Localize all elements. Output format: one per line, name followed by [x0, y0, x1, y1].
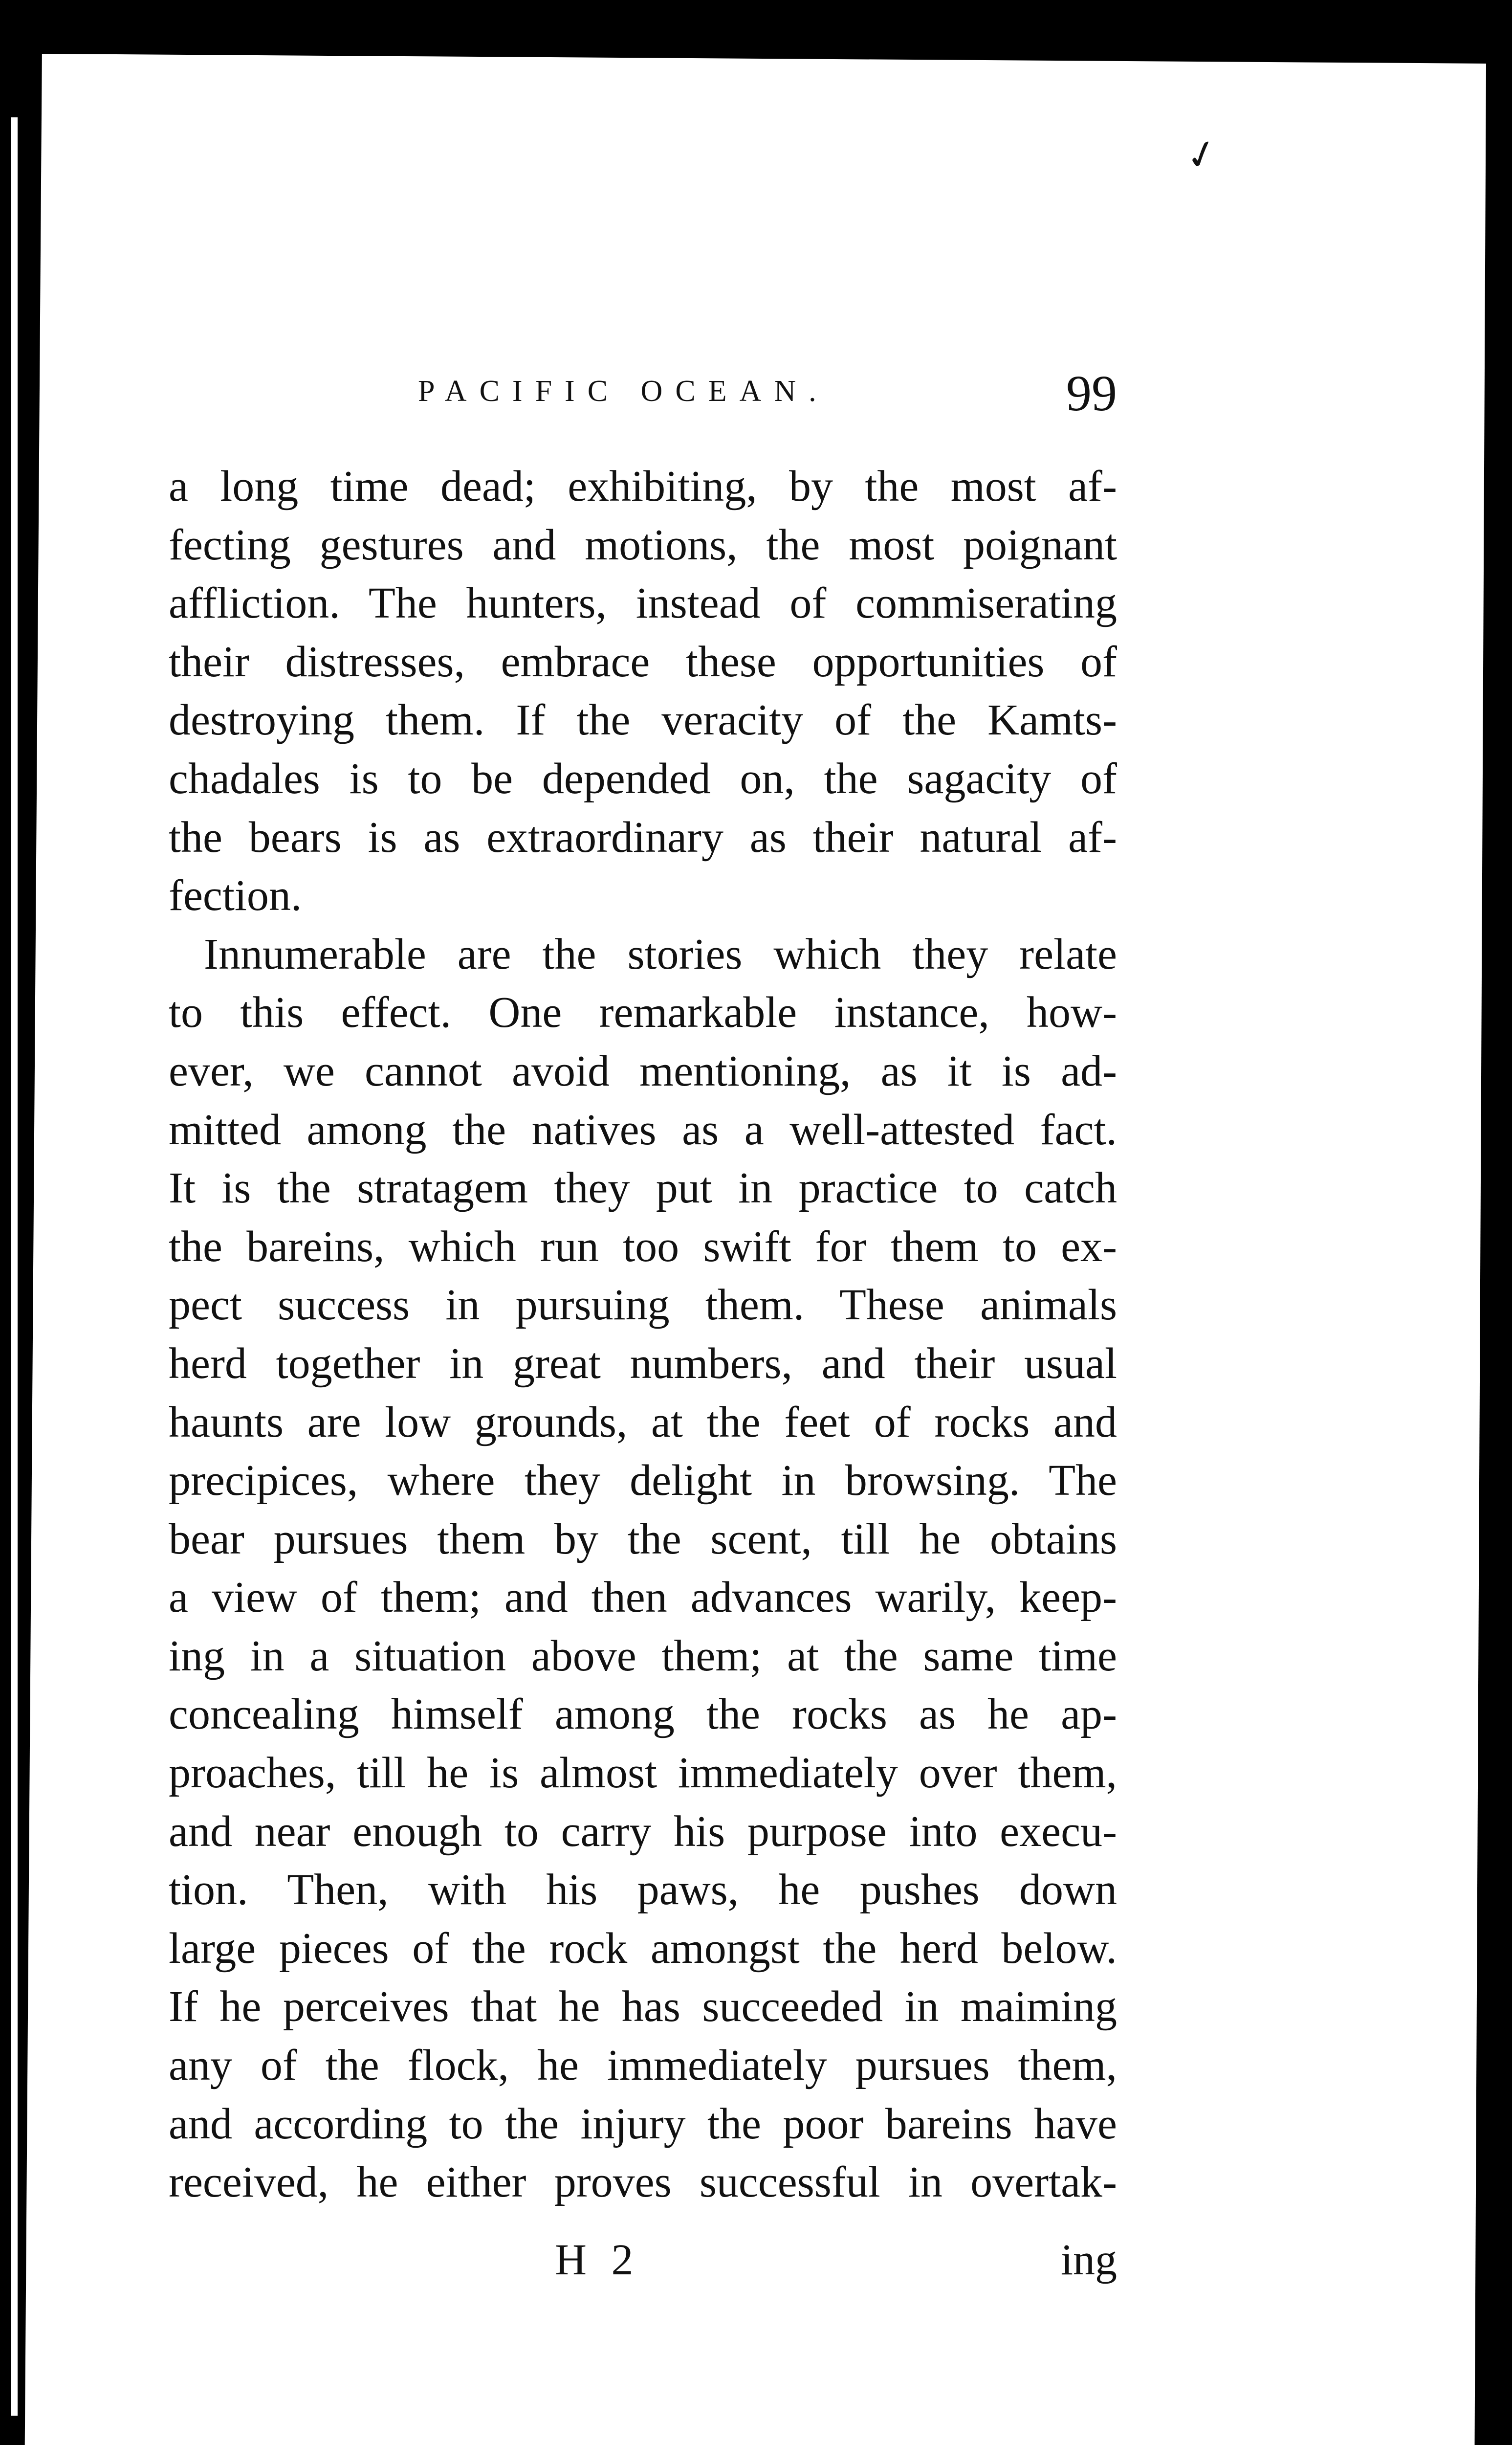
text-line: any of the flock, he immediately pursues them, [169, 2041, 1117, 2090]
text-line: precipices, where they delight in browsing. The [169, 1456, 1117, 1505]
binding-edge [11, 117, 18, 2416]
page-number: 99 [1066, 365, 1117, 422]
text-line: the bareins, which run too swift for them to ex- [169, 1222, 1117, 1271]
signature-mark: H 2 [555, 2236, 640, 2284]
text-line: tion. Then, with his paws, he pushes down [169, 1866, 1117, 1914]
text-line: mitted among the natives as a well-attested fact. [169, 1105, 1117, 1154]
text-line: a view of them; and then advances warily, keep- [169, 1573, 1117, 1622]
body-text [169, 457, 1117, 2212]
running-head: PACIFIC OCEAN. [418, 375, 829, 408]
text-line: proaches, till he is almost immediately over them, [169, 1749, 1117, 1798]
text-line: If he perceives that he has succeeded in maiming [169, 1982, 1117, 2031]
text-line: ever, we cannot avoid mentioning, as it is ad- [169, 1046, 1117, 1095]
text-line: bear pursues them by the scent, till he obtains [169, 1514, 1117, 1563]
text-line: destroying them. If the veracity of the Kamts- [169, 696, 1117, 745]
text-line: fecting gestures and motions, the most poignant [169, 520, 1117, 569]
text-line: chadales is to be depended on, the sagacity of [169, 754, 1117, 803]
catchword: ing [1060, 2236, 1117, 2284]
text-line: haunts are low grounds, at the feet of rocks and [169, 1398, 1117, 1446]
text-line: to this effect. One remarkable instance, how- [169, 988, 1117, 1037]
page-footer [169, 2230, 1117, 2293]
text-line: large pieces of the rock amongst the herd below. [169, 1924, 1117, 1973]
text-line: affliction. The hunters, instead of commiserating [169, 579, 1117, 628]
text-line: a long time dead; exhibiting, by the most af- [169, 462, 1117, 511]
text-line: herd together in great numbers, and their usual [169, 1339, 1117, 1388]
text-line: Innumerable are the stories which they relate [204, 930, 1117, 978]
text-line: and near enough to carry his purpose into execu- [169, 1807, 1117, 1856]
text-line: their distresses, embrace these opportunities of [169, 637, 1117, 686]
page-header [169, 364, 1117, 422]
text-line: pect success in pursuing them. These animals [169, 1281, 1117, 1330]
text-line: It is the stratagem they put in practice to catch [169, 1164, 1117, 1213]
text-line: the bears is as extraordinary as their natural af- [169, 813, 1117, 862]
text-line: fection. [169, 871, 302, 920]
text-line: ing in a situation above them; at the same time [169, 1631, 1117, 1680]
text-line: received, he either proves successful in overtak- [169, 2158, 1117, 2207]
text-line: and according to the injury the poor bareins have [169, 2099, 1117, 2148]
corner-pen-mark: ✓ [1180, 128, 1224, 181]
text-line: concealing himself among the rocks as he ap- [169, 1690, 1117, 1739]
